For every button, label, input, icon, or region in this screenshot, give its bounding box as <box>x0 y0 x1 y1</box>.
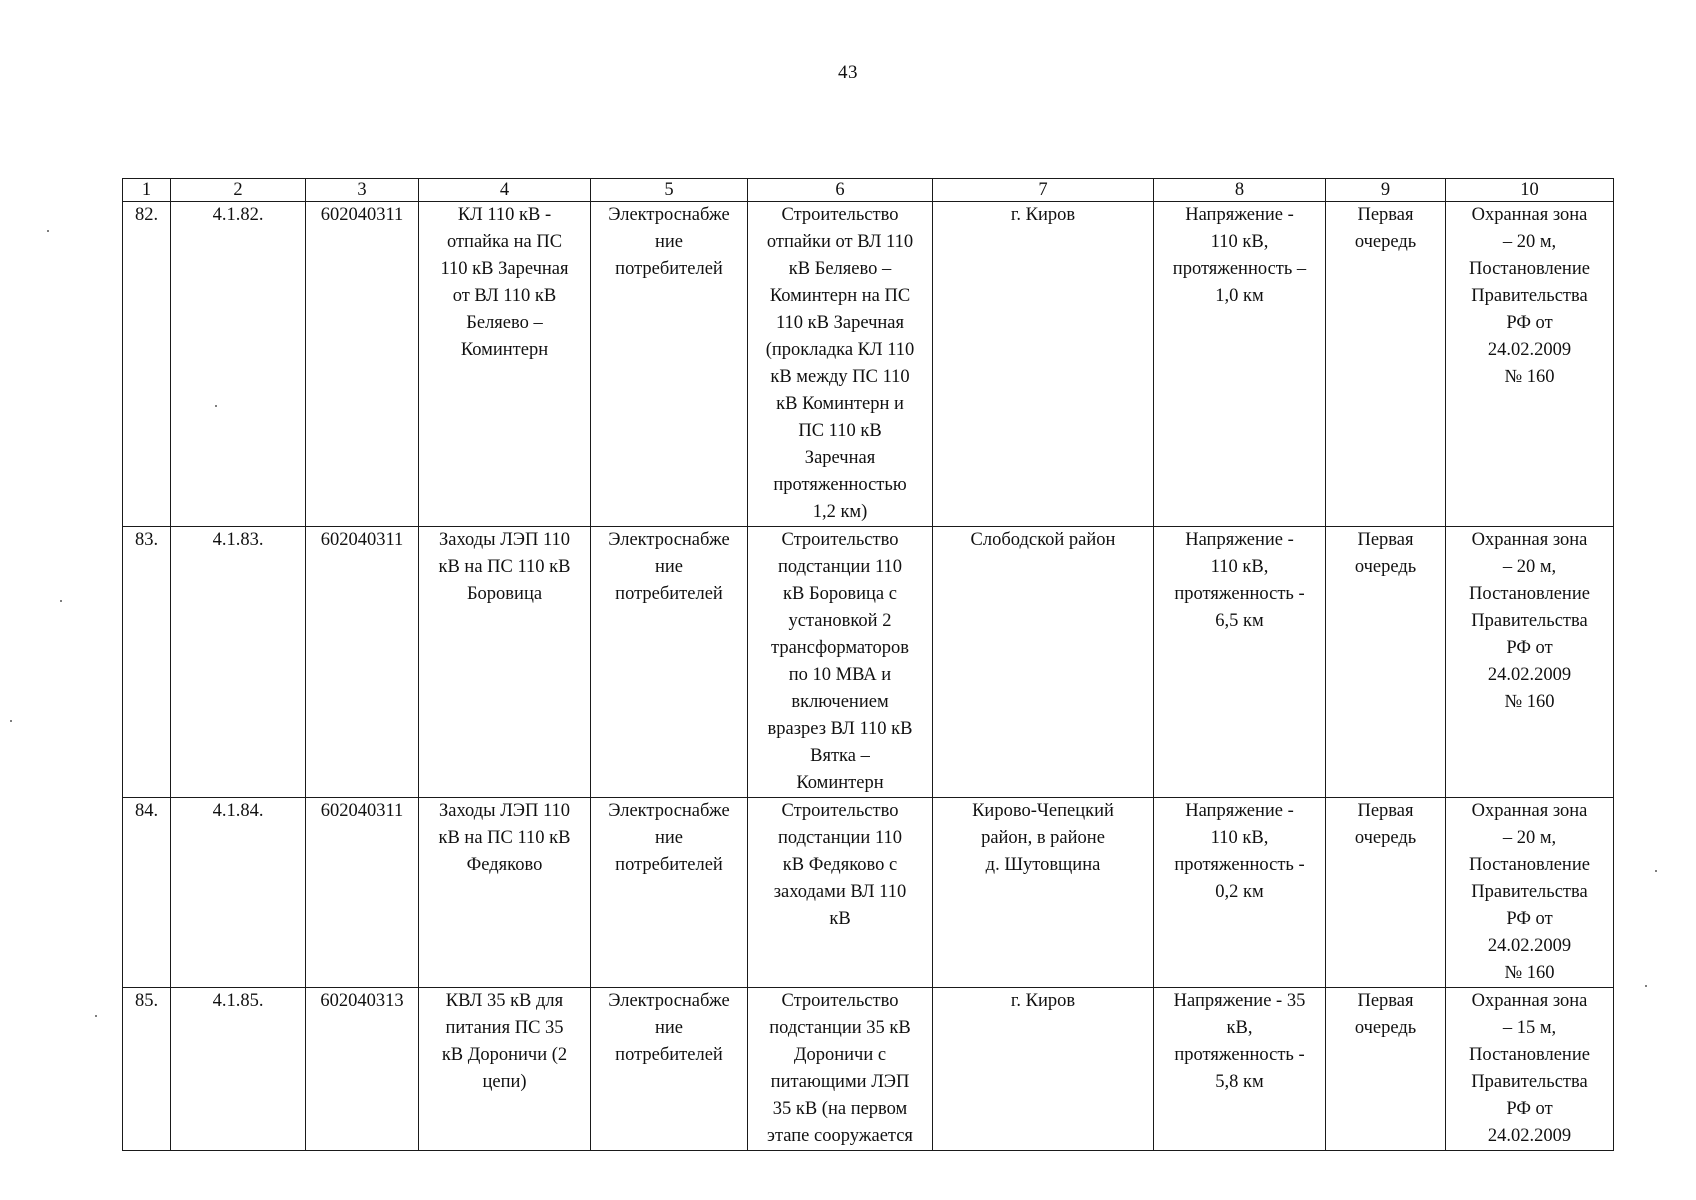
header-cell-6: 6 <box>748 179 933 202</box>
location-cell: Слободской район <box>933 527 1154 798</box>
header-row <box>123 179 1614 202</box>
row-number-cell: 85. <box>123 988 171 1151</box>
row-id-cell: 4.1.84. <box>171 798 306 988</box>
object-name-cell: Заходы ЛЭП 110 кВ на ПС 110 кВ Боровица <box>419 527 591 798</box>
header-cell-2: 2 <box>171 179 306 202</box>
scan-speck <box>1655 870 1657 872</box>
priority-cell: Первая очередь <box>1326 202 1446 527</box>
header-cell-7: 7 <box>933 179 1154 202</box>
row-id-cell: 4.1.85. <box>171 988 306 1151</box>
object-name-cell: КВЛ 35 кВ для питания ПС 35 кВ Дороничи (2 цепи) <box>419 988 591 1151</box>
priority-cell: Первая очередь <box>1326 798 1446 988</box>
location-cell: г. Киров <box>933 988 1154 1151</box>
purpose-cell: Электроснабже ние потребителей <box>591 527 748 798</box>
location-cell: г. Киров <box>933 202 1154 527</box>
row-code-cell: 602040311 <box>306 798 419 988</box>
header-cell-4: 4 <box>419 179 591 202</box>
object-name-cell: Заходы ЛЭП 110 кВ на ПС 110 кВ Федяково <box>419 798 591 988</box>
scan-speck <box>10 720 12 722</box>
scan-speck <box>215 405 217 407</box>
scan-speck <box>47 230 49 232</box>
row-id-cell: 4.1.83. <box>171 527 306 798</box>
scan-speck <box>60 600 62 602</box>
table-row <box>123 988 1614 1151</box>
table-header <box>123 179 1614 202</box>
description-cell: Строительство отпайки от ВЛ 110 кВ Беляево – Коминтерн на ПС 110 кВ Заречная (прокладка КЛ 110 кВ между ПС 110 кВ Коминтерн и ПС 110 кВ Заречная протяженностью 1,2 км) <box>748 202 933 527</box>
row-id-cell: 4.1.82. <box>171 202 306 527</box>
purpose-cell: Электроснабже ние потребителей <box>591 798 748 988</box>
row-number-cell: 84. <box>123 798 171 988</box>
priority-cell: Первая очередь <box>1326 988 1446 1151</box>
table-body <box>123 202 1614 1151</box>
protection-zone-cell: Охранная зона – 15 м, Постановление Правительства РФ от 24.02.2009 <box>1446 988 1614 1151</box>
scan-speck <box>1645 985 1647 987</box>
header-cell-5: 5 <box>591 179 748 202</box>
table-row <box>123 202 1614 527</box>
characteristics-cell: Напряжение - 110 кВ, протяженность - 6,5 км <box>1154 527 1326 798</box>
purpose-cell: Электроснабже ние потребителей <box>591 202 748 527</box>
row-number-cell: 83. <box>123 527 171 798</box>
registry-table <box>122 178 1614 1151</box>
protection-zone-cell: Охранная зона – 20 м, Постановление Правительства РФ от 24.02.2009 № 160 <box>1446 527 1614 798</box>
description-cell: Строительство подстанции 110 кВ Боровица с установкой 2 трансформаторов по 10 МВА и включением вразрез ВЛ 110 кВ Вятка – Коминтерн <box>748 527 933 798</box>
location-cell: Кирово-Чепецкий район, в районе д. Шутовщина <box>933 798 1154 988</box>
row-code-cell: 602040311 <box>306 527 419 798</box>
object-name-cell: КЛ 110 кВ - отпайка на ПС 110 кВ Заречная от ВЛ 110 кВ Беляево – Коминтерн <box>419 202 591 527</box>
header-cell-8: 8 <box>1154 179 1326 202</box>
scan-speck <box>95 1015 97 1017</box>
purpose-cell: Электроснабже ние потребителей <box>591 988 748 1151</box>
page-number: 43 <box>838 62 858 83</box>
header-cell-1: 1 <box>123 179 171 202</box>
description-cell: Строительство подстанции 110 кВ Федяково с заходами ВЛ 110 кВ <box>748 798 933 988</box>
characteristics-cell: Напряжение - 110 кВ, протяженность – 1,0 км <box>1154 202 1326 527</box>
row-number-cell: 82. <box>123 202 171 527</box>
row-code-cell: 602040311 <box>306 202 419 527</box>
priority-cell: Первая очередь <box>1326 527 1446 798</box>
table-row <box>123 527 1614 798</box>
header-cell-9: 9 <box>1326 179 1446 202</box>
characteristics-cell: Напряжение - 110 кВ, протяженность - 0,2 км <box>1154 798 1326 988</box>
protection-zone-cell: Охранная зона – 20 м, Постановление Правительства РФ от 24.02.2009 № 160 <box>1446 202 1614 527</box>
characteristics-cell: Напряжение - 35 кВ, протяженность - 5,8 км <box>1154 988 1326 1151</box>
header-cell-3: 3 <box>306 179 419 202</box>
table-row <box>123 798 1614 988</box>
description-cell: Строительство подстанции 35 кВ Дороничи с питающими ЛЭП 35 кВ (на первом этапе сооружается <box>748 988 933 1151</box>
header-cell-10: 10 <box>1446 179 1614 202</box>
protection-zone-cell: Охранная зона – 20 м, Постановление Правительства РФ от 24.02.2009 № 160 <box>1446 798 1614 988</box>
row-code-cell: 602040313 <box>306 988 419 1151</box>
